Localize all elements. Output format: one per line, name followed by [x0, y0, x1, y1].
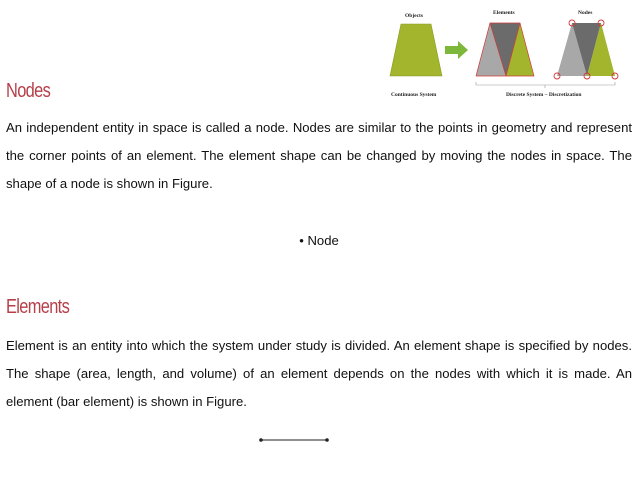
label-continuous-system: Continuous System	[391, 92, 437, 98]
bar-element-diagram	[258, 435, 330, 445]
node-bullet-item: • Node	[299, 233, 339, 248]
elements-heading: Elements	[6, 296, 70, 318]
nodes-paragraph: An independent entity in space is called a node. Nodes are similar to the points in geometry and represent the corner points of an element. The element shape can be changed by moving the nodes in space. The shape of a node is shown in Figure.	[6, 120, 632, 191]
bar-node-left-icon	[259, 438, 263, 442]
discretization-figure	[384, 6, 636, 102]
bar-element-figure	[258, 432, 330, 442]
discretization-arrow-icon	[445, 41, 468, 59]
bar-node-right-icon	[325, 438, 329, 442]
discretization-diagram	[384, 6, 636, 102]
label-discrete-system: Discrete System – Discretization	[506, 92, 582, 98]
discrete-bracket	[476, 82, 615, 88]
continuous-object-shape	[390, 24, 442, 76]
label-objects: Objects	[405, 13, 424, 19]
nodes-heading: Nodes	[6, 80, 51, 102]
label-nodes: Nodes	[578, 10, 593, 16]
elements-paragraph: Element is an entity into which the system under study is divided. An element shape is specified by nodes. The shape (area, length, and volume) of an element depends on the nodes with which it is made. An element (bar element) is shown in Figure.	[6, 338, 632, 409]
label-elements: Elements	[493, 10, 515, 16]
